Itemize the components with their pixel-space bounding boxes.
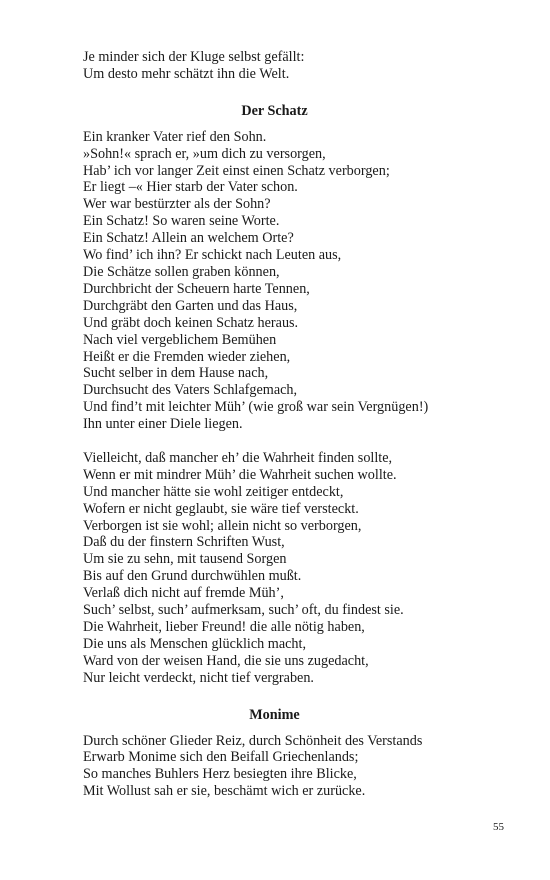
- poem-line: Er liegt –« Hier starb der Vater schon.: [83, 179, 298, 196]
- intro-stanza: [83, 49, 523, 83]
- poem-line: So manches Buhlers Herz besiegten ihre Blicke,: [83, 766, 357, 783]
- poem-line: Verborgen ist sie wohl; allein nicht so verborgen,: [83, 517, 362, 534]
- poem-line: Je minder sich der Kluge selbst gefällt:: [83, 49, 305, 65]
- poem-line: Durchsucht des Vaters Schlafgemach,: [83, 382, 298, 399]
- poem-line: Hab’ ich vor langer Zeit einst einen Schatz verborgen;: [83, 162, 390, 179]
- poem-line: Die uns als Menschen glücklich macht,: [83, 635, 307, 652]
- poem-line: Wofern er nicht geglaubt, sie wäre tief versteckt.: [83, 500, 359, 517]
- poem-line: Nach viel vergeblichem Bemühen: [83, 331, 277, 348]
- poem-line: Wo find’ ich ihn? Er schickt nach Leuten aus,: [83, 247, 342, 264]
- poem-line: Durchgräbt den Garten und das Haus,: [83, 297, 298, 314]
- poem-line: Um sie zu sehn, mit tausend Sorgen: [83, 551, 287, 568]
- page-body: [83, 49, 523, 800]
- poem-line: Durch schöner Glieder Reiz, durch Schönheit des Verstands: [83, 732, 423, 749]
- poem-line: Nur leicht verdeckt, nicht tief vergraben.: [83, 669, 314, 686]
- poem-line: Bis auf den Grund durchwühlen mußt.: [83, 568, 302, 585]
- monime-stanza-1: [83, 733, 523, 801]
- poem-line: Ein kranker Vater rief den Sohn.: [83, 128, 267, 145]
- poem-line: Ihn unter einer Diele liegen.: [83, 416, 243, 433]
- poem-title-monime: Monime: [249, 706, 300, 723]
- poem-title-der-schatz: Der Schatz: [241, 102, 308, 119]
- poem-line: Und gräbt doch keinen Schatz heraus.: [83, 314, 299, 331]
- poem-line: Verlaß dich nicht auf fremde Müh’,: [83, 585, 284, 602]
- poem-line: Mit Wollust sah er sie, beschämt wich er zurücke.: [83, 783, 366, 800]
- poem-line: Such’ selbst, such’ aufmerksam, such’ oft, du findest sie.: [83, 602, 404, 619]
- poem-line: Vielleicht, daß mancher eh’ die Wahrheit finden sollte,: [83, 449, 393, 466]
- poem-line: Durchbricht der Scheuern harte Tennen,: [83, 280, 310, 297]
- poem-line: »Sohn!« sprach er, »um dich zu versorgen,: [83, 145, 326, 162]
- poem-line: Erwarb Monime sich den Beifall Griechenlands;: [83, 749, 359, 766]
- poem-line: Daß du der finstern Schriften Wust,: [83, 534, 285, 551]
- poem-line: Sucht selber in dem Hause nach,: [83, 365, 269, 382]
- poem-line: Die Schätze sollen graben können,: [83, 263, 280, 280]
- der-schatz-stanza-2: [83, 450, 523, 687]
- poem-line: Ein Schatz! Allein an welchem Orte?: [83, 230, 294, 247]
- poem-line: Die Wahrheit, lieber Freund! die alle nötig haben,: [83, 618, 365, 635]
- poem-line: Heißt er die Fremden wieder ziehen,: [83, 348, 291, 365]
- page-number: 55: [493, 821, 504, 833]
- poem-line: Ward von der weisen Hand, die sie uns zugedacht,: [83, 652, 369, 669]
- poem-line: Wer war bestürzter als der Sohn?: [83, 196, 271, 213]
- poem-line: Wenn er mit mindrer Müh’ die Wahrheit suchen wollte.: [83, 466, 397, 483]
- poem-line: Um desto mehr schätzt ihn die Welt.: [83, 65, 290, 82]
- poem-line: Ein Schatz! So waren seine Worte.: [83, 213, 280, 230]
- der-schatz-stanza-1: [83, 129, 523, 433]
- poem-line: Und mancher hätte sie wohl zeitiger entdeckt,: [83, 483, 344, 500]
- poem-line: Und find’t mit leichter Müh’ (wie groß war sein Vergnügen!): [83, 399, 429, 416]
